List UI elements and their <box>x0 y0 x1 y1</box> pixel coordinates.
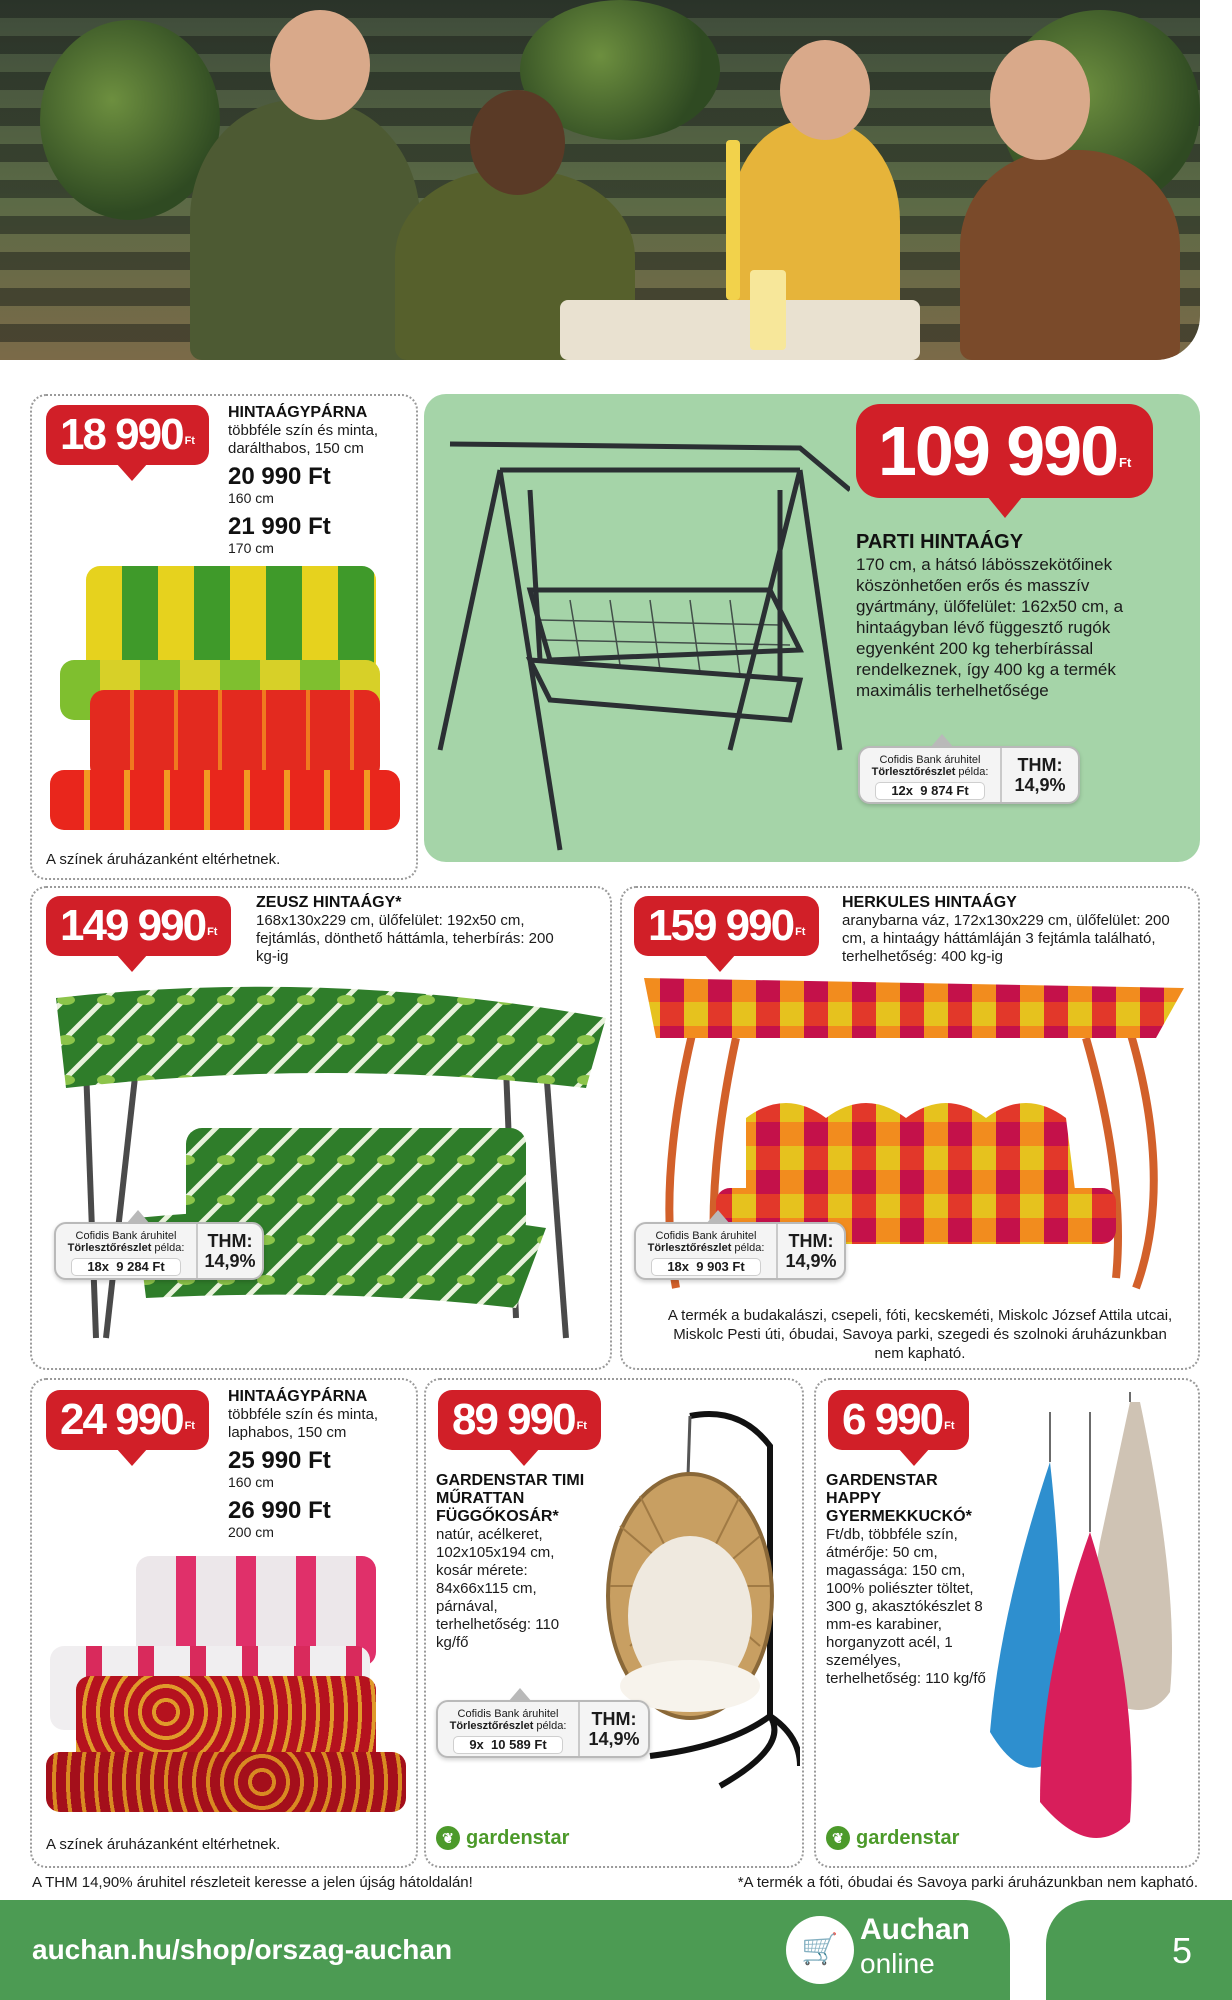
page-number: 5 <box>1172 1930 1193 1971</box>
price-value: 24 990 <box>60 1395 183 1444</box>
product-image-leaf-swing <box>46 978 606 1348</box>
hero-person-head <box>270 10 370 120</box>
product-image-cushion-yellow-red <box>50 560 400 830</box>
product-description: többféle szín és minta, laphabos, 150 cm <box>228 1406 379 1441</box>
price-currency: Ft <box>795 926 806 938</box>
leaf-icon: ❦ <box>826 1826 850 1850</box>
credit-box <box>858 746 1080 804</box>
credit-months: 18x <box>87 1259 110 1274</box>
page-number-box <box>1046 1900 1232 2000</box>
alt-size: 170 cm <box>228 540 274 556</box>
availability-footnote: *A termék a fóti, óbudai és Savoya parki áruházunkban nem kapható. <box>737 1874 1198 1891</box>
hero-person-head <box>470 90 565 195</box>
hero-photo <box>0 0 1200 360</box>
color-note: A színek áruházanként eltérhetnek. <box>46 1836 281 1853</box>
product-image-metal-swing <box>430 430 850 860</box>
credit-label <box>868 766 992 778</box>
alt-price: 25 990 Ft <box>228 1447 331 1474</box>
credit-details <box>636 1224 778 1278</box>
cart-icon: 🛒 <box>786 1916 854 1984</box>
product-description: Ft/db, többféle szín, átmérője: 50 cm, magassága: 150 cm, 100% poliészter töltet, 300 g, akasztókészlet 8 mm-es karabiner, horganyzott acél, 1 személyes, terhelhetőség: 110 kg/fő <box>826 1526 986 1687</box>
credit-label-rest: példa: <box>151 1242 185 1254</box>
hero-person-head <box>780 40 870 140</box>
price-badge <box>634 896 819 956</box>
credit-label-bold: Törlesztőrészlet <box>67 1242 152 1254</box>
gardenstar-logo <box>436 1826 569 1850</box>
thm-label: THM: <box>1017 755 1063 775</box>
product-image-cushion-pink-red <box>46 1556 406 1812</box>
credit-label <box>446 1720 570 1732</box>
cushion-seat-red <box>46 1752 406 1812</box>
alt-price: 20 990 Ft <box>228 463 331 490</box>
thm-value: 14,9% <box>785 1251 837 1271</box>
credit-thm <box>778 1231 844 1271</box>
cushion-seat-red <box>50 770 400 830</box>
product-description: többféle szín és minta, darálthabos, 150 cm <box>228 422 379 457</box>
credit-label-rest: példa: <box>533 1720 567 1732</box>
credit-details <box>56 1224 198 1278</box>
credit-box <box>436 1700 650 1758</box>
page-footer <box>0 1900 1232 2000</box>
credit-installment <box>453 1736 563 1754</box>
price-currency: Ft <box>944 1420 955 1432</box>
thm-footnote: A THM 14,90% áruhitel részleteit keresse a jelen újság hátoldalán! <box>32 1874 473 1891</box>
product-description: 170 cm, a hátsó lábösszekötőinek köszönhetően erős és masszív gyártmány, ülőfelület: 162x50 cm, a hintaágyban lévő függesztő rugók egyenként 200 kg teherbírással rendelkeznek, így 400 kg a termék maximális terhelhetősége <box>856 555 1124 700</box>
alt-size: 200 cm <box>228 1524 274 1540</box>
leaf-icon: ❦ <box>436 1826 460 1850</box>
thm-value: 14,9% <box>1014 775 1066 795</box>
alt-size: 160 cm <box>228 490 274 506</box>
price-currency: Ft <box>207 926 218 938</box>
thm-value: 14,9% <box>588 1729 640 1749</box>
credit-box <box>54 1222 264 1280</box>
auchan-online-label: online <box>860 1948 935 1979</box>
credit-installment <box>71 1258 181 1276</box>
price-currency: Ft <box>184 435 195 447</box>
product-info <box>256 894 556 966</box>
product-title: HERKULES HINTAÁGY <box>842 894 1017 911</box>
price-badge <box>46 405 209 465</box>
alt-price: 26 990 Ft <box>228 1497 331 1524</box>
price-value: 149 990 <box>60 901 206 950</box>
price-value: 159 990 <box>648 901 794 950</box>
credit-bank: Cofidis Bank áruhitel <box>879 754 981 766</box>
alt-price: 21 990 Ft <box>228 513 331 540</box>
credit-label-bold: Törlesztőrészlet <box>449 1720 534 1732</box>
product-title: GARDENSTAR TIMI MŰRATTAN FÜGGŐKOSÁR* <box>436 1472 585 1525</box>
price-badge <box>46 1390 209 1450</box>
product-description: aranybarna váz, 172x130x229 cm, ülőfelület: 200 cm, a hintaágy háttámláján 3 fejtámla található, terhelhetőség: 400 kg-ig <box>842 912 1170 965</box>
color-note: A színek áruházanként eltérhetnek. <box>46 851 281 868</box>
price-badge <box>828 1390 969 1450</box>
product-title: ZEUSZ HINTAÁGY* <box>256 894 402 911</box>
thm-label: THM: <box>591 1709 637 1729</box>
price-currency: Ft <box>1119 455 1132 470</box>
credit-label-rest: példa: <box>731 1242 765 1254</box>
product-image-hanging-pods <box>980 1392 1190 1862</box>
credit-thm <box>198 1231 262 1271</box>
credit-label <box>644 1242 768 1254</box>
credit-details <box>438 1702 580 1756</box>
product-description: 168x130x229 cm, ülőfelület: 192x50 cm, fejtámlás, dönthető háttámla, teherbírás: 200 kg-ig <box>256 912 554 965</box>
hero-candle <box>750 270 786 350</box>
credit-bank: Cofidis Bank áruhitel <box>75 1230 177 1242</box>
credit-amount: 9 903 Ft <box>696 1259 745 1274</box>
credit-installment <box>651 1258 761 1276</box>
thm-label: THM: <box>207 1231 253 1251</box>
brand-name: gardenstar <box>856 1826 960 1849</box>
credit-bank: Cofidis Bank áruhitel <box>655 1230 757 1242</box>
credit-installment <box>875 782 985 800</box>
price-badge <box>856 404 1153 498</box>
credit-details <box>860 748 1002 802</box>
product-info <box>436 1472 586 1652</box>
credit-bank: Cofidis Bank áruhitel <box>457 1708 559 1720</box>
product-info <box>826 1472 996 1688</box>
price-value: 18 990 <box>60 410 183 459</box>
price-currency: Ft <box>184 1420 195 1432</box>
hero-candle <box>726 140 740 300</box>
auchan-logo: Auchan <box>860 1913 971 1946</box>
credit-months: 9x <box>469 1737 484 1752</box>
price-badge <box>46 896 231 956</box>
credit-label <box>64 1242 188 1254</box>
credit-amount: 9 874 Ft <box>920 783 969 798</box>
credit-months: 18x <box>667 1259 690 1274</box>
product-info <box>856 530 1176 701</box>
product-info <box>842 894 1192 966</box>
credit-amount: 9 284 Ft <box>116 1259 165 1274</box>
hero-table <box>560 300 920 360</box>
alt-size: 160 cm <box>228 1474 274 1490</box>
product-title: GARDENSTAR HAPPY GYERMEKKUCKÓ* <box>826 1472 972 1525</box>
cushion-back-red <box>90 690 380 780</box>
credit-label-bold: Törlesztőrészlet <box>647 1242 732 1254</box>
availability-note: A termék a budakalászi, csepeli, fóti, kecskeméti, Miskolc József Attila utcai, Miskolc Pesti úti, óbudai, Savoya parki, szegedi és szolnoki áruházunkban nem kapható. <box>667 1307 1173 1362</box>
product-title: HINTAÁGYPÁRNA <box>228 1388 368 1405</box>
product-title: PARTI HINTAÁGY <box>856 531 1024 553</box>
credit-amount: 10 589 Ft <box>491 1737 547 1752</box>
price-value: 6 990 <box>842 1395 943 1444</box>
hero-person-head <box>990 40 1090 160</box>
price-currency: Ft <box>576 1420 587 1432</box>
thm-label: THM: <box>788 1231 834 1251</box>
product-info <box>228 1388 408 1540</box>
product-description: natúr, acélkeret, 102x105x194 cm, kosár mérete: 84x66x115 cm, párnával, terhelhetőség: 110 kg/fő <box>436 1526 560 1651</box>
credit-months: 12x <box>891 783 914 798</box>
price-value: 109 990 <box>878 412 1118 490</box>
shop-link[interactable]: auchan.hu/shop/orszag-auchan <box>32 1934 453 1965</box>
hero-person <box>190 100 420 360</box>
credit-label-bold: Törlesztőrészlet <box>871 766 956 778</box>
credit-thm <box>580 1709 648 1749</box>
product-title: HINTAÁGYPÁRNA <box>228 404 368 421</box>
brand-name: gardenstar <box>466 1826 570 1849</box>
gardenstar-logo <box>826 1826 959 1850</box>
credit-label-rest: példa: <box>955 766 989 778</box>
credit-thm <box>1002 755 1078 795</box>
price-value: 89 990 <box>452 1395 575 1444</box>
product-info <box>228 404 408 556</box>
thm-value: 14,9% <box>204 1251 256 1271</box>
hero-person <box>960 150 1180 360</box>
credit-box <box>634 1222 846 1280</box>
